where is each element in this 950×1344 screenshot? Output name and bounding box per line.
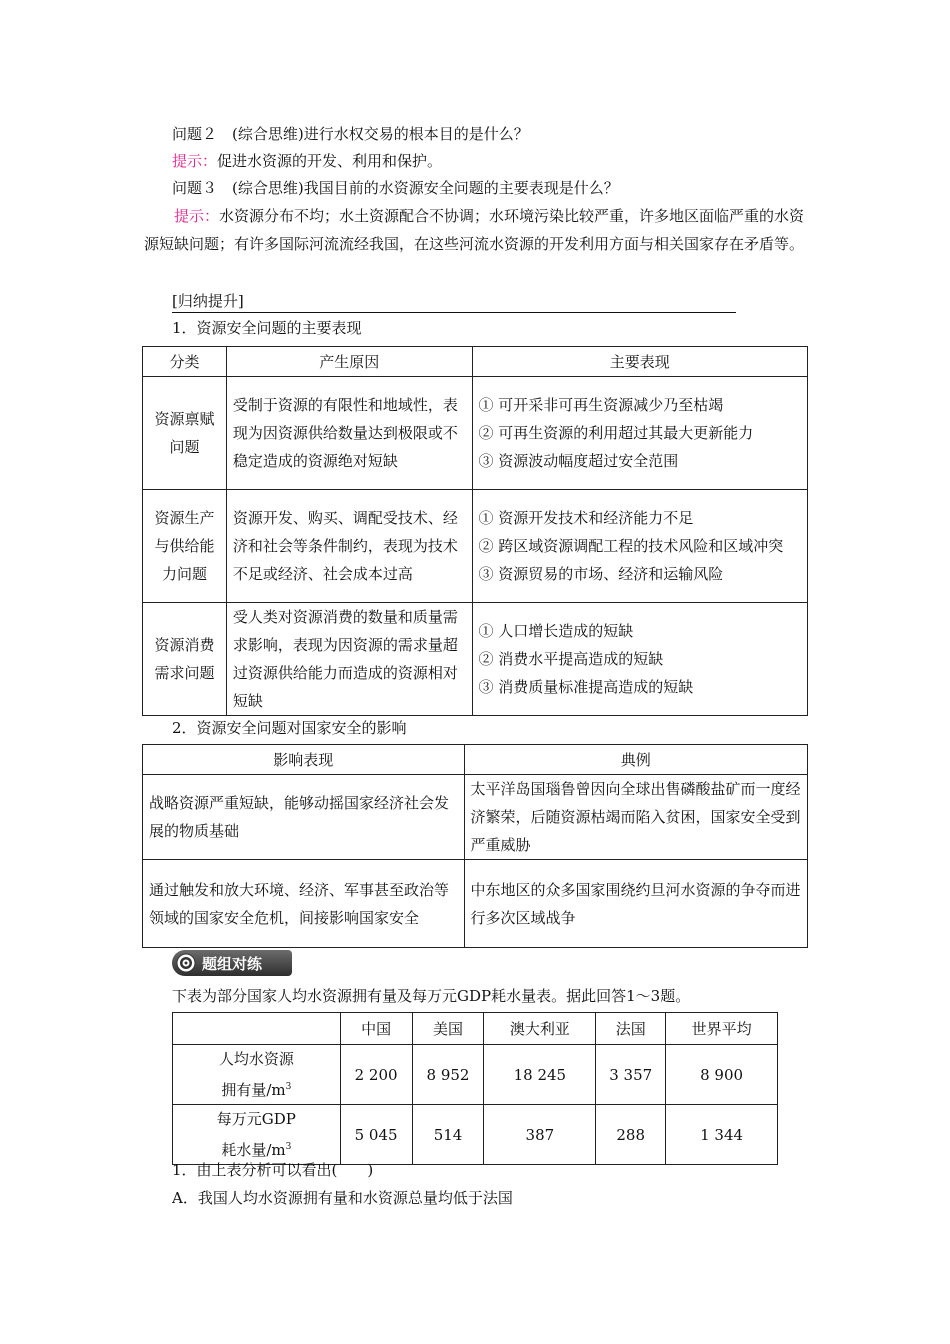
header-cell: 美国: [412, 1013, 484, 1045]
impact-cell: 战略资源严重短缺，能够动摇国家经济社会发展的物质基础: [143, 775, 465, 860]
hint-text: 水资源分布不均；水土资源配合不协调；水环境污染比较严重，许多地区面临严重的水资源短缺问题；有许多国际河流流经我国，在这些河流水资源的开发利用方面与相关国家存在矛盾等。: [144, 207, 805, 253]
row-label-line: 人均水资源: [218, 1050, 294, 1068]
value-cell: 1 344: [666, 1105, 778, 1165]
effects-cell: [472, 377, 807, 490]
hint-label: 提示：: [172, 152, 218, 170]
cause-cell: 受制于资源的有限性和地域性，表现为因资源供给数量达到极限或不稳定造成的资源绝对短缺: [226, 377, 472, 490]
table-row: [143, 377, 808, 490]
effect-item: ① 可开采非可再生资源减少乃至枯竭: [478, 396, 724, 414]
value-cell: 3 357: [596, 1045, 666, 1105]
table-row: [143, 603, 808, 716]
table2-title: 2．资源安全问题对国家安全的影响: [172, 719, 407, 737]
value-cell: 8 952: [412, 1045, 484, 1105]
cause-cell: 资源开发、购买、调配受技术、经济和社会等条件制约，表现为技术不足或经济、社会成本过高: [226, 490, 472, 603]
question-3: 问题３ (综合思维)我国目前的水资源安全问题的主要表现是什么？: [172, 179, 619, 197]
hint-text: 促进水资源的开发、利用和保护。: [217, 152, 443, 170]
header-cell: 世界平均: [666, 1013, 778, 1045]
example-cell: 太平洋岛国瑙鲁曾因向全球出售磷酸盐矿而一度经济繁荣，后随资源枯竭而陷入贫困，国家安全受到严重威胁: [464, 775, 807, 860]
effect-item: ② 跨区域资源调配工程的技术风险和区域冲突: [478, 537, 784, 555]
value-cell: 288: [596, 1105, 666, 1165]
effects-cell: [472, 490, 807, 603]
table1-title: 1．资源安全问题的主要表现: [172, 319, 362, 337]
category-cell: 资源消费需求问题: [143, 603, 227, 716]
national-security-impact-table: [142, 744, 808, 948]
effect-item: ① 资源开发技术和经济能力不足: [478, 509, 694, 527]
question-3-hint: [144, 202, 812, 258]
header-cell: 中国: [340, 1013, 412, 1045]
effect-item: ③ 消费质量标准提高造成的短缺: [478, 678, 694, 696]
header-cell: 分类: [143, 347, 227, 377]
target-icon: [176, 953, 196, 973]
header-cell: 法国: [596, 1013, 666, 1045]
header-cell: 典例: [464, 745, 807, 775]
question-2: 问题２ (综合思维)进行水权交易的根本目的是什么？: [172, 125, 529, 143]
value-cell: 387: [484, 1105, 596, 1165]
category-cell: 资源生产与供给能力问题: [143, 490, 227, 603]
effect-item: ② 消费水平提高造成的短缺: [478, 650, 664, 668]
row-label: [173, 1105, 341, 1165]
effect-item: ② 可再生资源的利用超过其最大更新能力: [478, 424, 754, 442]
value-cell: 8 900: [666, 1045, 778, 1105]
header-cell: 影响表现: [143, 745, 465, 775]
section-heading-text: [归纳提升]: [172, 292, 244, 310]
row-label-unit: 拥有量/m: [221, 1081, 286, 1099]
table-row: [143, 490, 808, 603]
row-label-line: 每万元GDP: [216, 1110, 296, 1128]
value-cell: 18 245: [484, 1045, 596, 1105]
value-cell: 5 045: [340, 1105, 412, 1165]
row-label-line: [179, 1073, 334, 1104]
table-row: [143, 775, 808, 860]
badge-label: 题组对练: [202, 954, 263, 973]
row-label-unit: 耗水量/m: [221, 1141, 286, 1159]
effect-item: ③ 资源贸易的市场、经济和运输风险: [478, 565, 724, 583]
example-cell: 中东地区的众多国家围绕约旦河水资源的争夺而进行多次区域战争: [464, 860, 807, 948]
unit-superscript: 3: [285, 1082, 292, 1092]
practice-intro: 下表为部分国家人均水资源拥有量及每万元GDP耗水量表。据此回答1～3题。: [172, 987, 691, 1005]
header-cell: 主要表现: [472, 347, 807, 377]
resource-security-table: [142, 346, 808, 716]
question-2-hint: [172, 151, 442, 171]
effects-cell: [472, 603, 807, 716]
table-header-row: [143, 347, 808, 377]
option-a: A．我国人均水资源拥有量和水资源总量均低于法国: [172, 1189, 513, 1207]
table-header-row: [173, 1013, 778, 1045]
table-row: [173, 1105, 778, 1165]
water-resource-table: [172, 1012, 778, 1165]
row-label: [173, 1045, 341, 1105]
section-heading: [172, 290, 736, 313]
value-cell: 2 200: [340, 1045, 412, 1105]
header-cell: 澳大利亚: [484, 1013, 596, 1045]
header-cell: 产生原因: [226, 347, 472, 377]
practice-badge: [172, 950, 292, 976]
cause-cell: 受人类对资源消费的数量和质量需求影响，表现为因资源的需求量超过资源供给能力而造成的资源相对短缺: [226, 603, 472, 716]
unit-superscript: 3: [285, 1142, 292, 1152]
header-cell: [173, 1013, 341, 1045]
value-cell: 514: [412, 1105, 484, 1165]
hint-label: 提示：: [174, 207, 220, 225]
effect-item: ③ 资源波动幅度超过安全范围: [478, 452, 679, 470]
question-1: 1．由上表分析可以看出( ): [172, 1161, 374, 1179]
impact-cell: 通过触发和放大环境、经济、军事甚至政治等领域的国家安全危机，间接影响国家安全: [143, 860, 465, 948]
table-row: [143, 860, 808, 948]
table-header-row: [143, 745, 808, 775]
effect-item: ① 人口增长造成的短缺: [478, 622, 634, 640]
table-row: [173, 1045, 778, 1105]
category-cell: 资源禀赋问题: [143, 377, 227, 490]
